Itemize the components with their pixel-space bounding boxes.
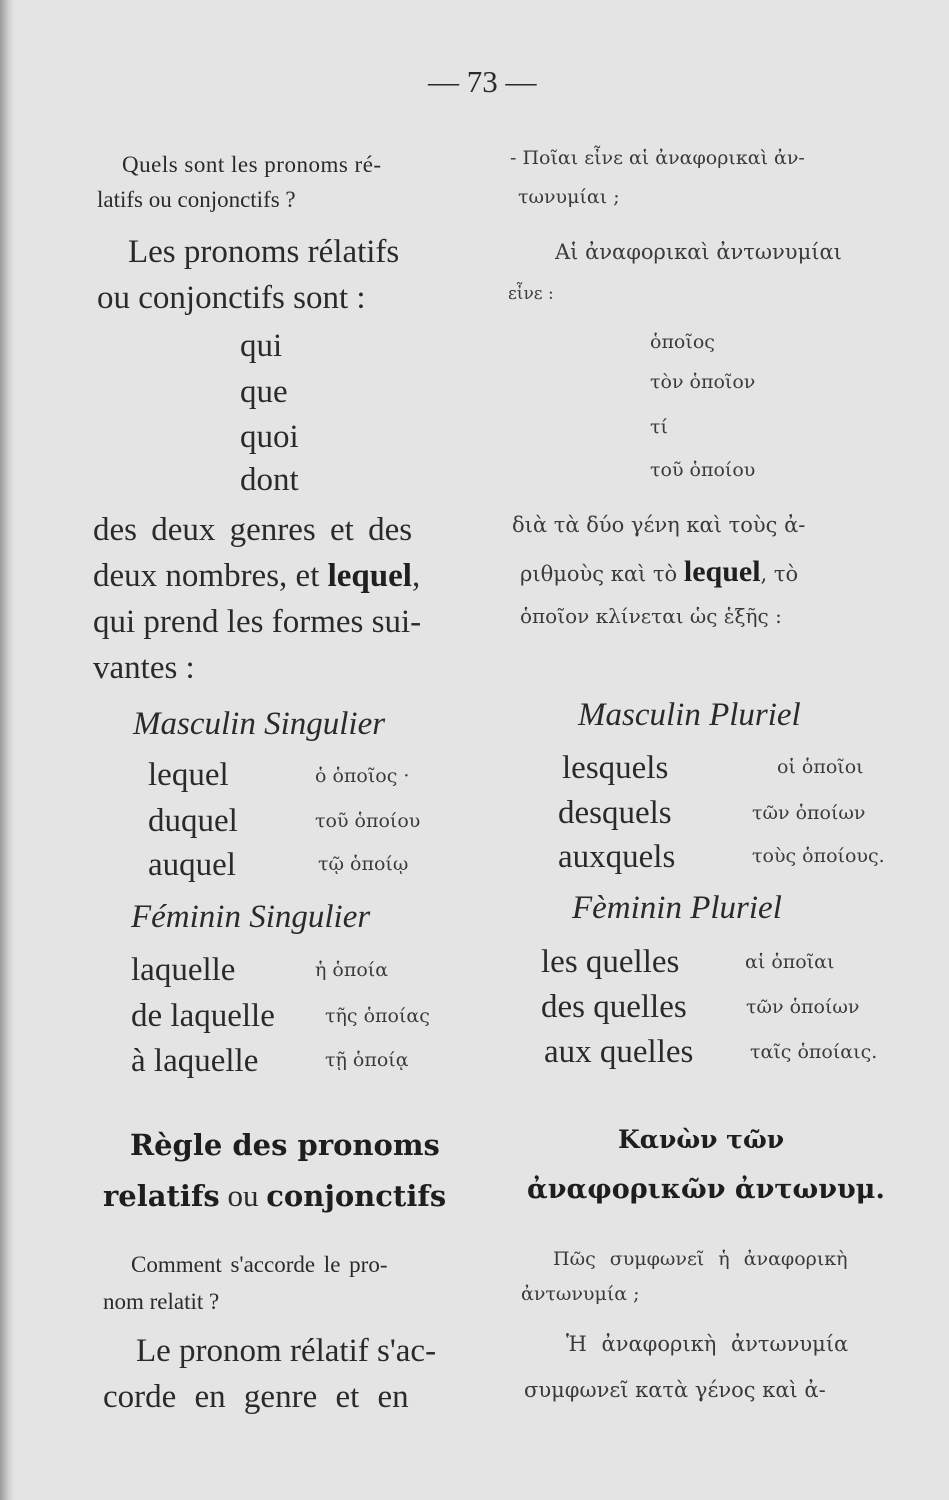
pronoun-fr-que: que: [240, 374, 288, 410]
question-1-gr-line-1: - Ποῖαι εἶνε αἱ ἀναφορικαὶ ἀν-: [510, 147, 805, 169]
para2-fr-lequel: lequel: [327, 558, 412, 594]
rule-heading-relatifs: relatifs: [103, 1179, 220, 1213]
masc-plur-fr-3: auxquels: [558, 839, 676, 875]
fem-plur-gr-3: ταῖς ὁποίαις.: [750, 1041, 878, 1063]
rule-heading-gr-line-1: Κανὼν τῶν: [618, 1125, 785, 1154]
masc-plur-fr-1: lesquels: [562, 750, 669, 786]
pronoun-gr-3: τί: [650, 416, 668, 438]
fem-plur-fr-3: aux quelles: [544, 1034, 694, 1070]
rule-heading-fr-line-1: Règle des pronoms: [130, 1128, 440, 1162]
pronoun-fr-quoi: quoi: [240, 419, 299, 455]
pronoun-gr-2: τὸν ὁποῖον: [650, 371, 756, 393]
answer-2-fr-line-1: Le pronom rélatif s'ac-: [136, 1333, 437, 1369]
para2-gr-text: ριθμοὺς καὶ τὸ: [520, 562, 684, 586]
answer-1-fr-line-2: ou conjonctifs sont :: [97, 280, 366, 316]
fem-sing-fr-3: à laquelle: [131, 1043, 259, 1079]
masc-sing-fr-2: duquel: [148, 803, 238, 839]
masc-plur-gr-1: οἱ ὁποῖοι: [777, 756, 864, 778]
fem-plur-heading: Fèminin Pluriel: [572, 890, 782, 926]
fem-sing-gr-1: ἡ ὁποία: [315, 959, 389, 981]
question-1-fr-line-1: Quels sont les pronoms ré-: [122, 152, 382, 177]
masc-sing-gr-3: τῷ ὁποίῳ: [318, 853, 409, 875]
question-2-fr-line-1: Comment s'accorde le pro-: [131, 1252, 388, 1277]
pronoun-fr-qui: qui: [240, 328, 283, 364]
para2-gr-line-3: ὁποῖον κλίνεται ὡς ἑξῆς :: [520, 604, 782, 628]
answer-1-gr-line-2: εἶνε :: [508, 284, 554, 304]
masc-sing-gr-2: τοῦ ὁποίου: [315, 810, 421, 832]
question-2-gr-line-1: Πῶς συμφωνεῖ ἡ ἀναφορικὴ: [553, 1248, 848, 1270]
fem-sing-fr-1: laquelle: [131, 952, 236, 988]
masc-plur-gr-2: τῶν ὁποίων: [752, 802, 866, 824]
para2-fr-comma: ,: [411, 558, 421, 594]
fem-sing-fr-2: de laquelle: [131, 998, 275, 1034]
answer-1-fr-line-1: Les pronoms rélatifs: [128, 234, 400, 270]
answer-2-gr-line-1: Ἡ ἀναφορικὴ ἀντωνυμία: [566, 1332, 849, 1356]
fem-sing-gr-3: τῇ ὁποίᾳ: [325, 1049, 409, 1071]
pronoun-gr-1: ὁποῖος: [650, 331, 715, 353]
fem-sing-gr-2: τῆς ὁποίας: [325, 1005, 430, 1027]
fem-sing-heading: Féminin Singulier: [131, 899, 371, 935]
para2-fr-line-3: qui prend les formes sui-: [93, 604, 422, 640]
masc-plur-fr-2: desquels: [558, 795, 672, 831]
masc-sing-gr-1: ὁ ὁποῖος ·: [315, 765, 410, 787]
para2-gr-line-1: διὰ τὰ δύο γένη καὶ τοὺς ἀ-: [512, 513, 806, 537]
page-edge: [0, 0, 14, 1500]
masc-sing-fr-3: auquel: [148, 847, 236, 883]
para2-fr-text: deux nombres, et: [93, 558, 328, 594]
question-1-gr-line-2: τωνυμίαι ;: [518, 186, 620, 208]
masc-plur-heading: Masculin Pluriel: [578, 697, 801, 733]
para2-gr-line-2: [520, 555, 798, 589]
answer-1-gr-line-1: Αἱ ἀναφορικαὶ ἀντωνυμίαι: [555, 240, 842, 264]
fem-plur-fr-1: les quelles: [541, 944, 680, 980]
pronoun-fr-dont: dont: [240, 462, 299, 498]
answer-2-gr-line-2: συμφωνεῖ κατὰ γένος καὶ ἀ-: [524, 1378, 826, 1402]
rule-heading-gr-line-2: ἀναφορικῶν ἀντωνυμ.: [527, 1174, 885, 1205]
answer-2-fr-line-2: corde en genre et en: [103, 1379, 409, 1415]
masc-sing-fr-1: lequel: [148, 757, 229, 793]
fem-plur-fr-2: des quelles: [541, 989, 687, 1025]
para2-fr-line-2: [93, 558, 420, 595]
question-2-fr-line-2: nom relatit ?: [103, 1289, 220, 1314]
rule-heading-ou: ou: [219, 1178, 267, 1213]
question-2-gr-line-2: ἀντωνυμία ;: [521, 1283, 640, 1305]
para2-fr-line-4: vantes :: [93, 650, 195, 686]
question-1-fr-line-2: latifs ou conjonctifs ?: [97, 187, 296, 212]
para2-fr-line-1: des deux genres et des: [93, 512, 413, 548]
fem-plur-gr-2: τῶν ὁποίων: [746, 996, 860, 1018]
rule-heading-fr-line-2: [103, 1178, 446, 1214]
pronoun-gr-4: τοῦ ὁποίου: [650, 459, 756, 481]
para2-gr-lequel: lequel: [683, 555, 761, 588]
fem-plur-gr-1: αἱ ὁποῖαι: [745, 951, 835, 973]
page-number: — 73 —: [428, 64, 537, 99]
masc-sing-heading: Masculin Singulier: [133, 706, 386, 742]
masc-plur-gr-3: τοὺς ὁποίους.: [752, 845, 885, 867]
para2-gr-tail: , τὸ: [760, 562, 799, 586]
rule-heading-conjonctifs: conjonctifs: [266, 1179, 447, 1213]
